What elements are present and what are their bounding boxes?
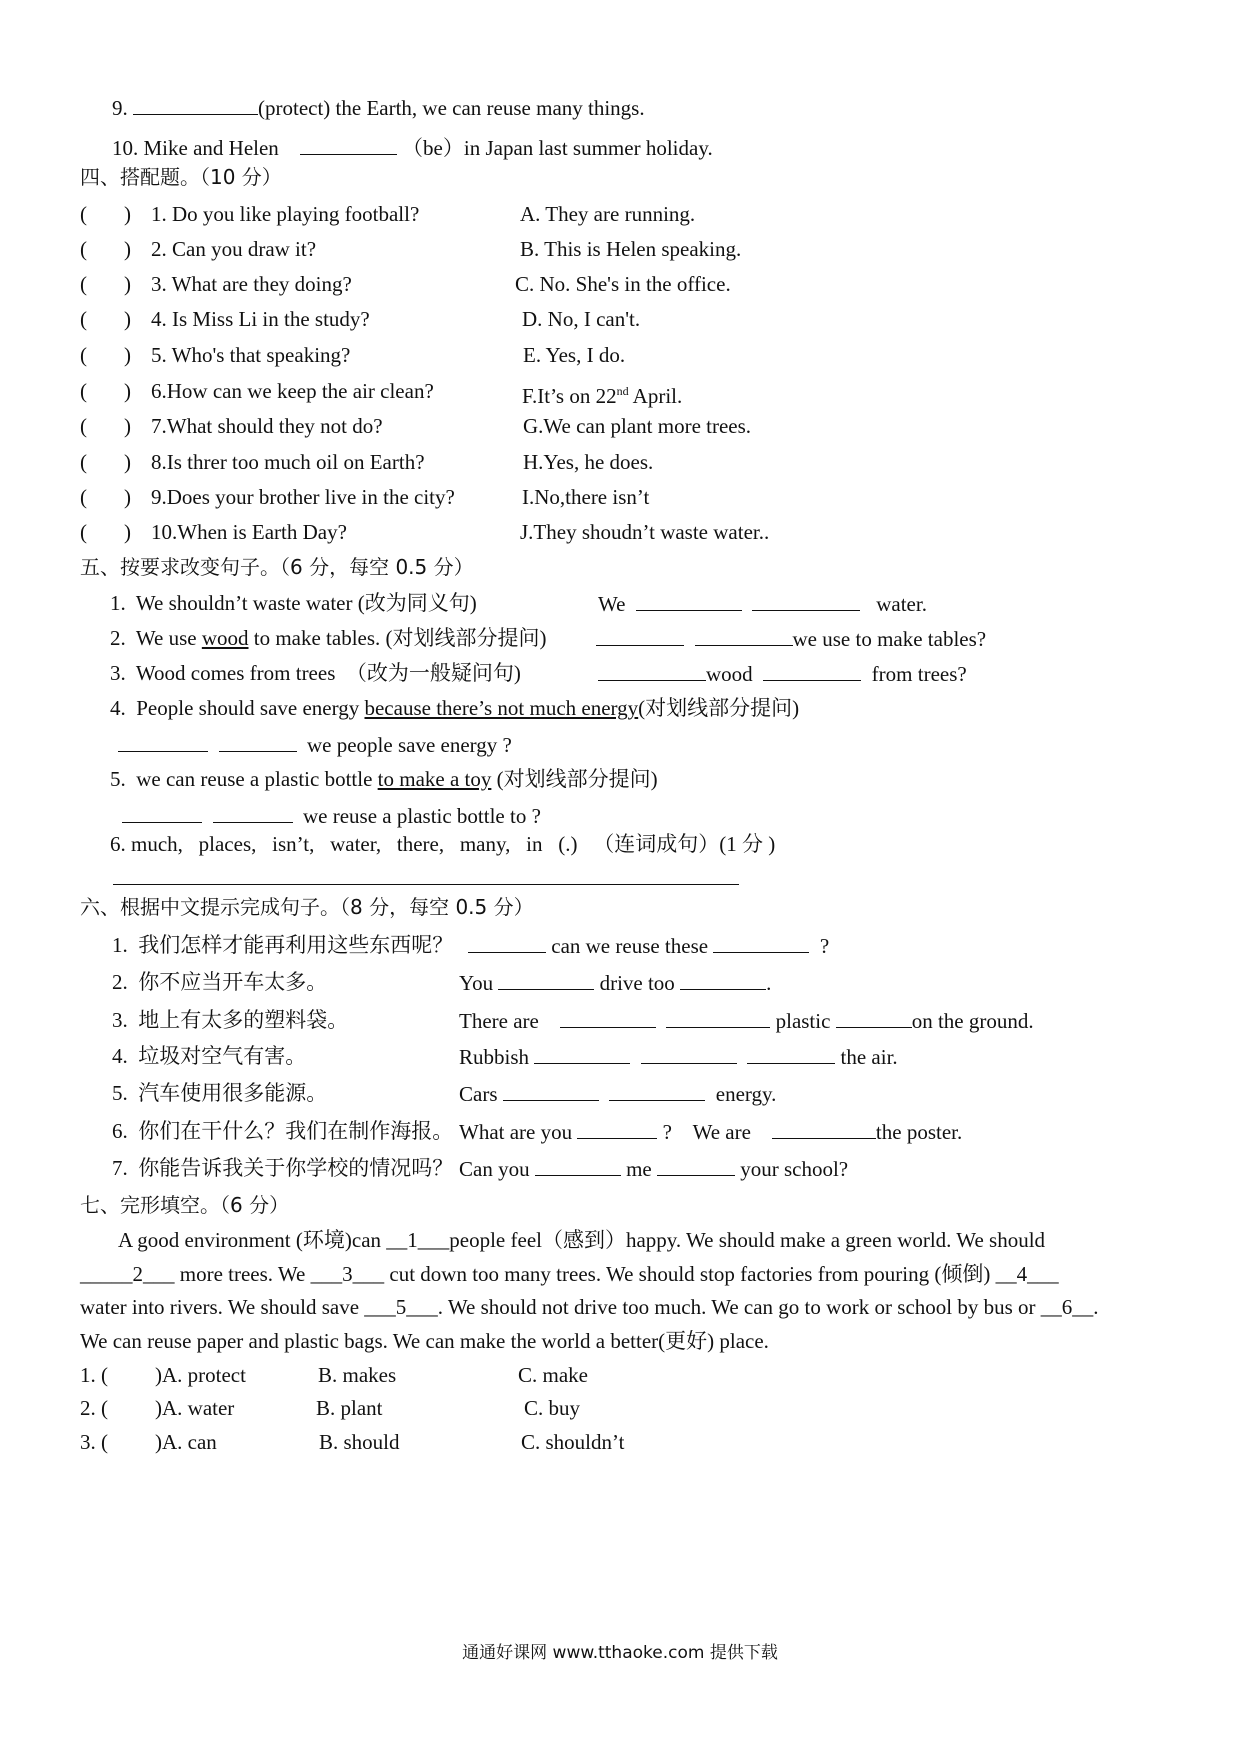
choice-number[interactable]: 3. ( [80,1430,108,1454]
choice-number[interactable]: 2. ( [80,1396,108,1420]
answer-text: the air. [840,1045,898,1069]
item-text: (对划线部分提问) [638,696,800,720]
answer-option: D. No, I can't. [522,307,641,331]
answer-blank[interactable] [752,590,860,611]
answer-blank[interactable] [535,1155,621,1176]
option-b: B. makes [318,1363,397,1387]
answer-option: H.Yes, he does. [523,450,654,474]
question-text: 8.Is threr too much oil on Earth? [151,450,425,474]
answer-paren-open[interactable]: ( [80,450,87,474]
answer-blank[interactable] [713,932,809,953]
answer-paren-close[interactable]: ) [124,307,131,331]
answer-paren-open[interactable]: ( [80,307,87,331]
answer-mid: wood [706,662,753,686]
s5-item-1 [110,590,477,616]
item-number: 1. [110,591,126,615]
question-text: 1. Do you like playing football? [151,202,420,226]
answer-option: F.It’s on 22 [522,384,617,408]
zh-prompt: 你不应当开车太多。 [138,970,328,994]
s6-answer-5 [459,1080,776,1107]
question-text: 2. Can you draw it? [151,237,317,261]
item-number: 5. [110,767,126,791]
answer-text: can we reuse these [551,934,709,958]
answer-option: A. They are running. [520,202,696,226]
answer-text: You [459,971,494,995]
zh-prompt: 垃圾对空气有害。 [138,1044,307,1068]
option-c: C. buy [524,1396,581,1420]
s6-item-5 [112,1080,327,1106]
question-text: 7.What should they not do? [151,414,383,438]
s5-item-6: 6. much, places, isn’t, water, there, many, in (.) （连词成句）(1 分 ) [110,832,776,856]
answer-paren-close[interactable]: ) [124,485,131,509]
zh-prompt: 地上有太多的塑料袋。 [138,1008,349,1032]
answer-blank[interactable] [560,1007,656,1028]
cloze-line-4: We can reuse paper and plastic bags. We can make the world a better(更好) place. [80,1329,769,1353]
s5-answer-3 [598,660,967,687]
question-text: 3. What are they doing? [151,272,352,296]
answer-blank[interactable] [657,1155,735,1176]
option-a: )A. can [155,1430,217,1454]
answer-blank[interactable] [534,1043,630,1064]
answer-blank[interactable] [219,731,297,752]
answer-text: on the ground. [911,1009,1034,1033]
answer-text: ? [819,934,830,958]
option-b: B. plant [316,1396,383,1420]
s5-item-5 [110,766,658,792]
answer-text: plastic [775,1009,831,1033]
answer-paren-close[interactable]: ) [124,343,131,367]
answer-paren-open[interactable]: ( [80,272,87,296]
item-text: to make tables. (对划线部分提问) [248,626,547,650]
answer-text: drive too [599,971,675,995]
question-text: 4. Is Miss Li in the study? [151,307,370,331]
s6-answer-2 [459,969,771,996]
zh-prompt: 你能告诉我关于你学校的情况吗？ [138,1156,454,1180]
item-number: 4. [112,1044,128,1068]
item-text: we can reuse a plastic bottle [136,767,378,791]
answer-paren-open[interactable]: ( [80,485,87,509]
item-number: 4. [110,696,126,720]
footer-watermark: 通通好课网 www.tthaoke.com 提供下载 [462,1643,778,1663]
section6-title: 六、根据中文提示完成句子。（8 分，每空 0.5 分） [80,895,534,919]
answer-blank[interactable] [577,1118,657,1139]
answer-blank[interactable] [596,625,684,646]
question-text: 10.When is Earth Day? [151,520,347,544]
answer-paren-close[interactable]: ) [124,450,131,474]
section4-title: 四、搭配题。（10 分） [80,165,282,189]
answer-blank[interactable] [680,969,766,990]
s6-item-2 [112,969,327,995]
answer-paren-open[interactable]: ( [80,414,87,438]
answer-blank[interactable] [641,1043,737,1064]
option-a: )A. protect [155,1363,246,1387]
s6-item-6 [112,1118,453,1144]
item-number: 7. [112,1156,128,1180]
section7-title: 七、完形填空。（6 分） [80,1193,290,1217]
underlined-part: wood [201,626,249,650]
answer-paren-close[interactable]: ) [124,520,131,544]
question-text: 5. Who's that speaking? [151,343,351,367]
answer-blank[interactable] [695,625,793,646]
answer-blank[interactable] [213,802,293,823]
choice-number[interactable]: 1. ( [80,1363,108,1387]
answer-paren-open[interactable]: ( [80,237,87,261]
answer-text: energy. [715,1082,777,1106]
answer-text: Rubbish [459,1045,530,1069]
answer-text: What are you [459,1120,573,1144]
fill-in-q10 [112,134,713,161]
q-text: 10. Mike and Helen [112,136,279,160]
s6-item-1 [112,932,453,958]
option-b: B. should [319,1430,400,1454]
answer-paren-close[interactable]: ) [124,202,131,226]
answer-text: ? We are [662,1120,751,1144]
question-text: 9.Does your brother live in the city? [151,485,455,509]
answer-option-6 [522,378,682,409]
answer-blank[interactable] [747,1043,835,1064]
answer-paren-open[interactable]: ( [80,379,87,403]
answer-option: C. No. She's in the office. [515,272,731,296]
answer-blank[interactable] [468,932,546,953]
fill-in-q9 [112,94,645,121]
answer-option: E. Yes, I do. [523,343,626,367]
answer-blank[interactable] [300,134,397,155]
answer-paren-open[interactable]: ( [80,343,87,367]
zh-prompt: 你们在干什么？我们在制作海报。 [138,1119,454,1143]
cloze-line-1: A good environment (环境)can __1___people feel（感到）happy. We should make a green world. We should [118,1228,1046,1252]
answer-blank[interactable] [763,660,861,681]
answer-paren-open[interactable]: ( [80,202,87,226]
item-number: 2. [110,626,126,650]
item-number: 6. [112,1119,128,1143]
option-c: C. shouldn’t [521,1430,625,1454]
answer-paren-close[interactable]: ) [124,237,131,261]
answer-option: G.We can plant more trees. [523,414,752,438]
answer-blank[interactable] [503,1080,599,1101]
underlined-part: because there’s not much energy [364,696,639,720]
answer-end: we people save energy ? [307,733,512,757]
answer-blank[interactable] [133,94,258,115]
s5-item-2 [110,625,547,651]
answer-paren-open[interactable]: ( [80,520,87,544]
question-text: 6.How can we keep the air clean? [151,379,434,403]
s5-answer-4 [118,731,512,758]
option-a: )A. water [155,1396,235,1420]
answer-text: your school? [740,1157,849,1181]
s6-item-7 [112,1155,453,1181]
answer-blank[interactable] [118,731,208,752]
answer-text: me [626,1157,652,1181]
item-number: 3. [112,1008,128,1032]
answer-text: Can you [459,1157,530,1181]
s5-answer-2 [596,625,986,652]
s6-answer-4 [459,1043,898,1070]
cloze-line-2: _____2___ more trees. We ___3___ cut down too many trees. We should stop factories from pouring (倾倒) __4___ [80,1262,1059,1286]
s6-item-4 [112,1043,306,1069]
q-text: (protect) the Earth, we can reuse many things. [258,96,645,120]
answer-tail: April. [628,384,683,408]
answer-blank[interactable] [609,1080,705,1101]
s6-answer-6 [459,1118,962,1145]
item-number: 2. [112,970,128,994]
q-number: 9. [112,96,128,120]
answer-blank[interactable] [122,802,202,823]
answer-text: . [766,971,772,995]
s5-item-3 [110,660,521,686]
answer-end: we use to make tables? [792,627,987,651]
answer-option: J.They shoudn’t waste water.. [520,520,770,544]
item-text: Wood comes from trees （改为一般疑问句) [135,661,521,685]
item-text: People should save energy [136,696,365,720]
s6-answer-1 [468,932,829,959]
answer-paren-close[interactable]: ) [124,272,131,296]
answer-end: water. [876,592,927,616]
answer-option: I.No,there isn’t [522,485,650,509]
s6-answer-7 [459,1155,848,1182]
item-text: We shouldn’t waste water (改为同义句) [135,591,477,615]
zh-prompt: 汽车使用很多能源。 [138,1081,328,1105]
answer-start: We [598,592,626,616]
item-number: 3. [110,661,126,685]
answer-line[interactable] [113,884,739,885]
answer-end: we reuse a plastic bottle to ? [303,804,541,828]
cloze-line-3: water into rivers. We should save ___5___. We should not drive too much. We can go to work or school by bus or __6__. [80,1295,1099,1319]
item-number: 1. [112,933,128,957]
answer-text: the poster. [875,1120,963,1144]
answer-text: There are [459,1009,539,1033]
s6-item-3 [112,1007,348,1033]
answer-blank[interactable] [598,660,706,681]
s5-answer-1 [598,590,927,617]
answer-option: B. This is Helen speaking. [520,237,742,261]
answer-end: from trees? [871,662,967,686]
answer-paren-close[interactable]: ) [124,379,131,403]
answer-blank[interactable] [836,1007,912,1028]
ordinal-suffix: nd [616,384,629,398]
answer-blank[interactable] [772,1118,876,1139]
item-number: 5. [112,1081,128,1105]
section5-title: 五、按要求改变句子。（6 分，每空 0.5 分） [80,555,474,579]
underlined-part: to make a toy [377,767,492,791]
option-c: C. make [518,1363,588,1387]
answer-paren-close[interactable]: ) [124,414,131,438]
answer-text: Cars [459,1082,498,1106]
answer-blank[interactable] [498,969,594,990]
q-hint: （be）in Japan last summer holiday. [402,136,713,160]
s5-answer-5 [122,802,541,829]
answer-blank[interactable] [666,1007,770,1028]
item-text: We use [135,626,202,650]
s6-answer-3 [459,1007,1034,1034]
s5-item-4 [110,695,799,721]
zh-prompt: 我们怎样才能再利用这些东西呢？ [138,933,454,957]
item-text: (对划线部分提问) [491,767,658,791]
answer-blank[interactable] [636,590,742,611]
